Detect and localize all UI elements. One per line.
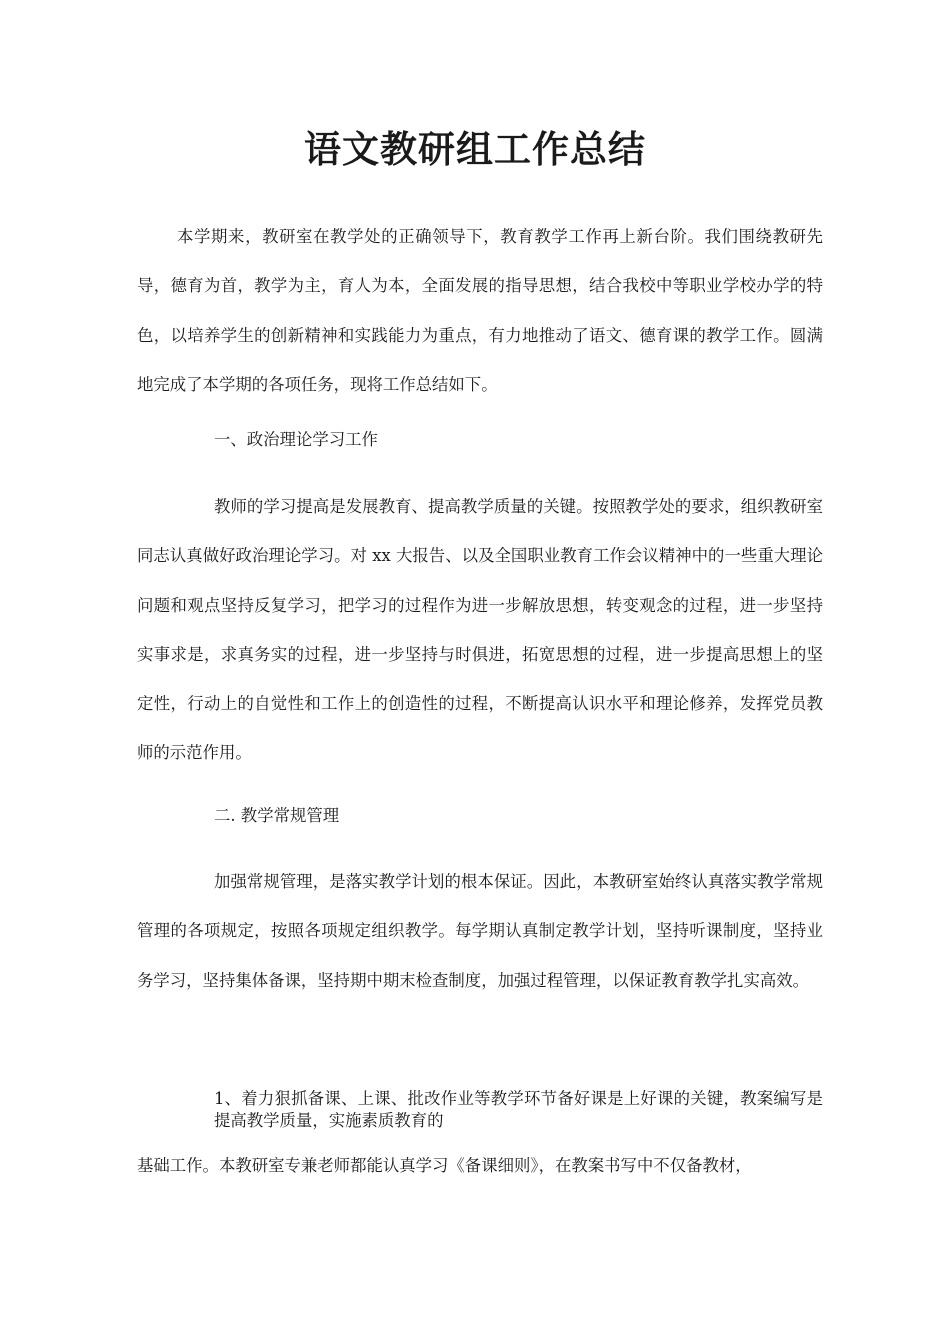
item-1-lead: 1、着力狠抓备课、上课、批改作业等教学环节备好课是上好课的关键，教案编写是提高教学质量，实施素质教育的 (214, 1089, 823, 1130)
item-1-continuation: 基础工作。本教研室专兼老师都能认真学习《备课细则》，在教案书写中不仅备教材， (137, 1156, 752, 1175)
document-title: 语文教研组工作总结 (304, 126, 646, 171)
intro-paragraph: 本学期来，教研室在教学处的正确领导下，教育教学工作再上新台阶。我们围绕教研先导，德育为首，教学为主，育人为本，全面发展的指导思想，结合我校中等职业学校办学的特色，以培养学生的创新精神和实践能力为重点，有力地推动了语文、德育课的教学工作。圆满地完成了本学期的各项任务，现将工作总结如下。 (137, 227, 823, 394)
section-1-heading: 一、政治理论学习工作 (214, 430, 378, 449)
section-1-body: 教师的学习提高是发展教育、提高教学质量的关键。按照教学处的要求，组织教研室同志认真做好政治理论学习。对 xx 大报告、以及全国职业教育工作会议精神中的一些重大理论问题和观点坚持反复学习，把学习的过程作为进一步解放思想，转变观念的过程，进一步坚持实事求是，求真务实的过程，进一步坚持与时俱进，拓宽思想的过程，进一步提高思想上的坚定性，行动上的自觉性和工作上的创造性的过程，不断提高认识水平和理论修养，发挥党员教师的示范作用。 (137, 497, 823, 763)
section-2-body: 加强常规管理，是落实教学计划的根本保证。因此，本教研室始终认真落实教学常规管理的各项规定，按照各项规定组织教学。每学期认真制定教学计划，坚持听课制度，坚持业务学习，坚持集体备课，坚持期中期末检查制度，加强过程管理，以保证教育教学扎实高效。 (137, 872, 823, 990)
section-2-heading: 二. 教学常规管理 (214, 806, 340, 825)
